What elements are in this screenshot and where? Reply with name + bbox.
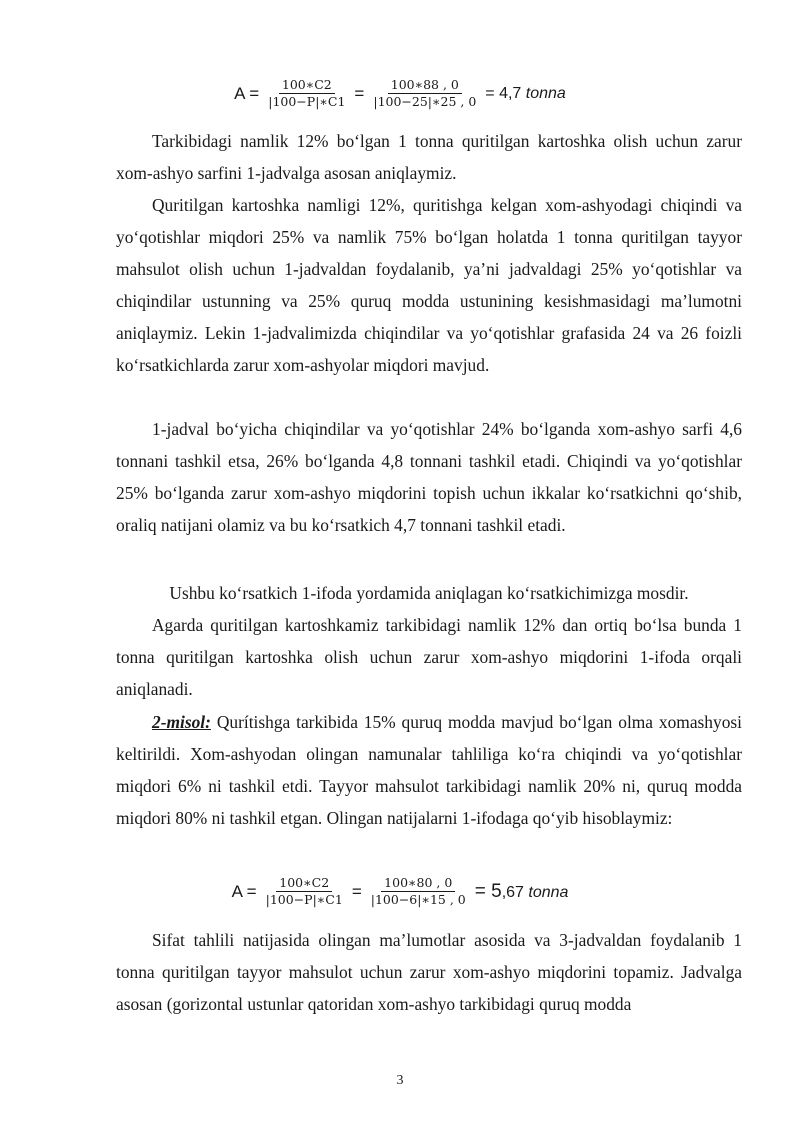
result-unit: tonna xyxy=(525,84,566,102)
fraction-numerator: 100∗C2 xyxy=(276,876,332,892)
result-unit: tonna xyxy=(528,883,569,901)
fraction-denominator: |100−P|∗C1 xyxy=(268,94,346,109)
fraction-numerator: 100∗88 , 0 xyxy=(388,78,462,94)
formula-1 xyxy=(0,78,800,109)
result-value-decimal: ,67 xyxy=(501,883,524,901)
paragraph-4: Ushbu ko‘rsatkich 1-ifoda yordamida aniqlagan ko‘rsatkichimizga mosdir. xyxy=(169,583,689,603)
formula-lhs: A = xyxy=(234,83,260,103)
formula-result xyxy=(475,881,569,903)
equals-sign: = xyxy=(351,881,362,901)
result-value: = 5 xyxy=(474,880,502,902)
equals-sign: = xyxy=(354,83,365,103)
paragraph-7: Sifat tahlili natijasida olingan ma’lumotlar asosida va 3-jadvaldan foydalanib 1 tonna quritilgan tayyor mahsulot uchun zarur xom-ashyo miqdorini topamiz. Jadvalga asosan (gorizontal ustunlar qatoridan xom-ashyo tarkibidagi quruq modda xyxy=(116,930,742,1014)
page-number: 3 xyxy=(396,1073,404,1088)
fraction-substituted xyxy=(370,78,479,109)
fraction-denominator: |100−P|∗C1 xyxy=(265,892,343,907)
paragraph-1: Tarkibidagi namlik 12% bo‘lgan 1 tonna quritilgan kartoshka olish uchun zarur xom-ashyo sarfini 1-jadvalga asosan aniqlaymiz. xyxy=(116,131,742,183)
result-value: = 4,7 xyxy=(485,84,522,102)
fraction-substituted xyxy=(368,876,469,907)
formula-lhs: A = xyxy=(231,881,257,901)
formula-2 xyxy=(0,876,800,907)
fraction-denominator: |100−25|∗25 , 0 xyxy=(373,94,477,109)
paragraph-6 xyxy=(116,706,742,834)
paragraph-5: Agarda quritilgan kartoshkamiz tarkibidagi namlik 12% dan ortiq bo‘lsa bunda 1 tonna quritilgan kartoshka olish uchun zarur xom-ashyo miqdorini 1-ifoda orqali aniqlanadi. xyxy=(116,615,742,699)
paragraph-2: Quritilgan kartoshka namligi 12%, quritishga kelgan xom-ashyodagi chiqindi va yo‘qotishlar miqdori 25% va namlik 75% bo‘lgan holatda 1 tonna quritilgan tayyor mahsulot olish uchun 1-jadvaldan foydalanib, ya’ni jadvaldagi 25% yo‘qotishlar va chiqindilar ustunning va 25% quruq modda ustunining kesishmasidagi ma’lumotni aniqlaymiz. Lekin 1-jadvalimizda chiqindilar va yo‘qotishlar grafasida 24 va 26 foizli ko‘rsatkichlarda zarur xom-ashyolar miqdori mavjud. xyxy=(116,195,742,375)
example-label: 2-misol: xyxy=(152,712,211,732)
formula-result xyxy=(485,85,566,103)
fraction-general xyxy=(263,876,346,907)
paragraph-3: 1-jadval bo‘yicha chiqindilar va yo‘qotishlar 24% bo‘lganda xom-ashyo sarfi 4,6 tonnani tashkil etsa, 26% bo‘lganda 4,8 tonnani tashkil etadi. Chiqindi va yo‘qotishlar 25% bo‘lganda zarur xom-ashyo miqdorini topish uchun ikkalar ko‘rsatkichni qo‘shib, oraliq natijani olamiz va bu ko‘rsatkich 4,7 tonnani tashkil etadi. xyxy=(116,419,742,535)
fraction-numerator: 100∗C2 xyxy=(279,78,335,94)
fraction-general xyxy=(265,78,348,109)
fraction-numerator: 100∗80 , 0 xyxy=(381,876,455,892)
fraction-denominator: |100−6|∗15 , 0 xyxy=(370,892,466,907)
example-text: Qurítishga tarkibida 15% quruq modda mavjud bo‘lgan olma xomashyosi keltirildi. Xom-ashyodan olingan namunalar tahliliga ko‘ra chiqindi va yo‘qotishlar miqdori 6% ni tashkil etdi. Tayyor mahsulot tarkibidagi namlik 20% ni, quruq modda miqdori 80% ni tashkil etgan. Olingan natijalarni 1-ifodaga qo‘yib hisoblaymiz: xyxy=(116,712,742,828)
